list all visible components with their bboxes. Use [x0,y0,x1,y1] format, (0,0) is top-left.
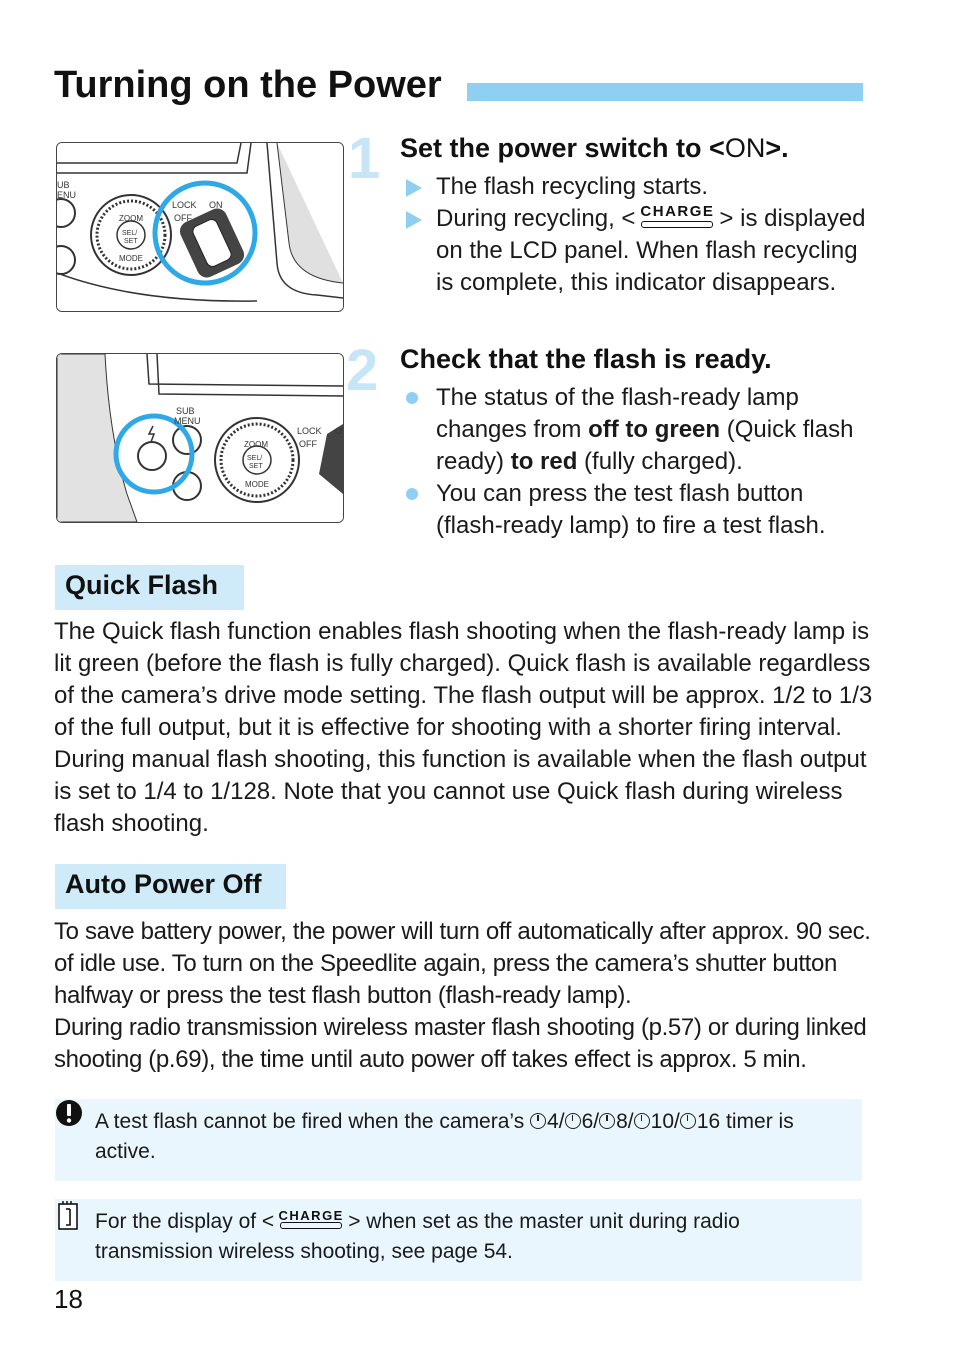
separator: / [674,1110,680,1133]
timer-16: 16 [696,1110,721,1133]
on-label: ON [209,200,223,210]
self-timer-icon [680,1113,696,1129]
separator: / [593,1110,600,1133]
page-number: 18 [54,1284,83,1314]
off-label: OFF [299,439,317,449]
triangle-bullet-icon [406,211,422,229]
timer-10: 10 [650,1110,674,1133]
timer-6: 6 [581,1110,594,1133]
step-1-title-prefix: Set the power switch to < [400,133,725,163]
flash-ready-lamp-illustration [56,353,344,523]
step-2-bullet-1-bold1: off to green [588,416,721,443]
timer-4: 4 [547,1110,559,1133]
step-1-title [400,133,789,164]
memo-suffix: > when set as the master unit during radio transmission wireless shooting, see page 54. [95,1210,740,1263]
step-2-bullet-2-text: You can press the test flash button (flash-ready lamp) to fire a test flash. [436,480,826,539]
step-1-bullet-2 [406,203,866,299]
lock-label: LOCK [297,426,322,436]
step-1-bullet-1 [406,171,866,203]
step-2-bullet-1-part2: (Quick flash ready) [436,416,854,475]
memo-icon [57,1201,81,1231]
menu-label: ENU [57,190,77,200]
title-accent-bar [467,83,863,101]
triangle-bullet-icon [406,179,422,197]
caution-note [55,1099,862,1181]
memo-note [55,1199,862,1281]
caution-prefix: A test flash cannot be fired when the camera’s [95,1110,531,1133]
step-1-bullet-1-text: The flash recycling starts. [436,173,709,200]
step-2-bullet-2 [406,478,866,542]
step-number-1: 1 [348,126,381,191]
zoom-label: ZOOM [244,440,268,449]
step-2-bullet-1 [406,382,866,478]
charge-indicator-icon: CHARGE [637,204,717,230]
caution-icon [55,1099,85,1129]
quick-flash-body: The Quick flash function enables flash shooting when the flash-ready lamp is lit green (before the flash is fully charged). Quick flash is available regardless of the camera’s drive mode setting. The flash output will be approx. 1/2 to 1/3 of the full output, but it is effective for shooting with a shorter firing interval. During manual flash shooting, this function is available when the flash output is set to 1/4 to 1/128. Note that you cannot use Quick flash during wireless flash shooting. [54,618,873,837]
mode-label: MODE [119,254,143,263]
charge-indicator-icon: CHARGE [276,1209,346,1231]
quick-flash-heading: Quick Flash [55,565,244,610]
self-timer-icon [634,1113,650,1129]
sel-label: SEL/ [122,230,138,237]
step-2-bullet-1-bold2: to red [510,448,578,475]
auto-power-off-body-1: To save battery power, the power will turn off automatically after approx. 90 sec. of idle use. To turn on the Speedlite again, press the camera’s shutter button halfway or press the test flash button (flash-ready lamp). [54,918,871,1009]
lock-label: LOCK [172,200,197,210]
separator: / [558,1110,565,1133]
o-label: O [335,426,343,436]
sub-label: SUB [176,406,195,416]
step-1-title-suffix: >. [765,133,789,163]
off-label: OFF [174,213,192,223]
sel-label: SEL/ [247,455,263,462]
menu-label: MENU [174,416,201,426]
step-2-bullet-1-part1: The status of the flash-ready lamp changes from [436,384,799,443]
circle-bullet-icon [406,488,418,500]
step-number-2: 2 [346,338,379,403]
step-2-bullets [406,382,866,542]
zoom-label: ZOOM [119,214,143,223]
caution-suffix: timer is active. [95,1110,794,1163]
auto-power-off-heading: Auto Power Off [55,864,286,909]
auto-power-off-body-2: During radio transmission wireless master flash shooting (p.57) or during linked shooting (p.69), the time until auto power off takes effect is approx. 5 min. [54,1014,867,1073]
separator: / [627,1110,634,1133]
self-timer-icon [530,1113,546,1129]
step-1-bullets [406,171,866,299]
step-2-title: Check that the flash is ready. [400,344,772,374]
memo-text [95,1207,855,1267]
mode-label: MODE [245,480,269,489]
step-1-bullet-2-prefix: During recycling, < [436,205,636,232]
auto-power-off-body [54,916,884,1076]
caution-text [95,1107,855,1167]
circle-bullet-icon [406,392,418,404]
timer-8: 8 [616,1110,628,1133]
memo-prefix: For the display of < [95,1210,275,1233]
self-timer-icon [599,1113,615,1129]
step-1-bullet-2-suffix: > is displayed on the LCD panel. When flash recycling is complete, this indicator disappears. [436,205,866,296]
power-switch-illustration [56,142,344,312]
on-symbol: ON [724,133,766,163]
set-label: SET [249,463,263,470]
set-label: SET [124,238,138,245]
sub-label: UB [57,180,70,190]
step-2-bullet-1-part3: (fully charged). [577,448,743,475]
self-timer-icon [565,1113,581,1129]
page-title: Turning on the Power [54,64,442,106]
